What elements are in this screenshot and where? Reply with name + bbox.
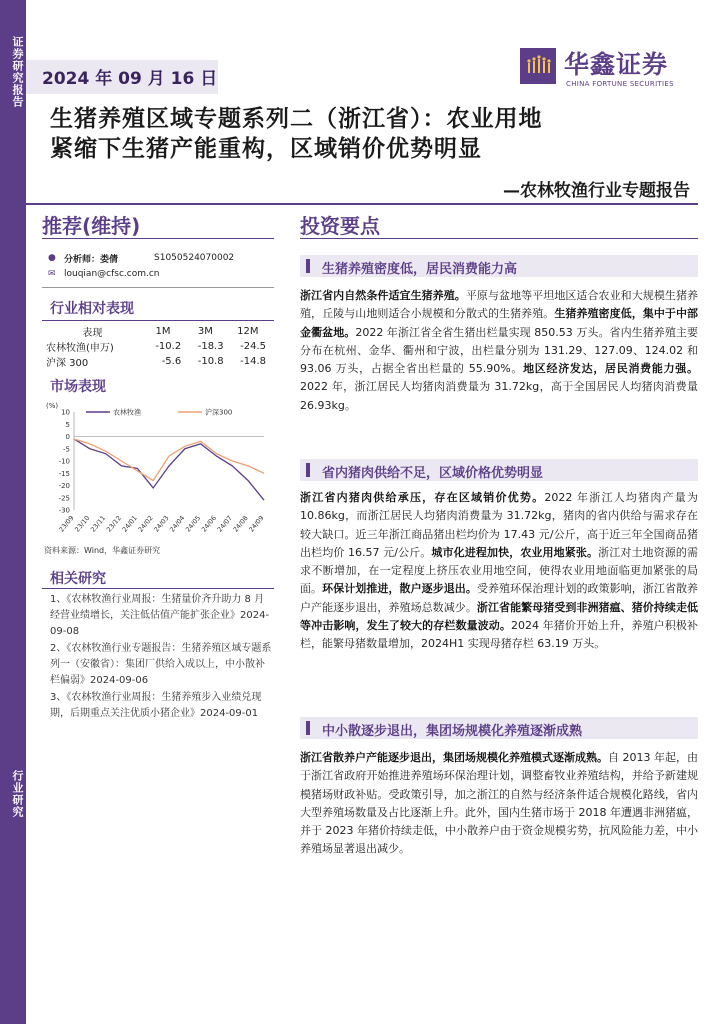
x-tick-label: 24/09 (247, 514, 266, 534)
x-tick-label: 23/12 (104, 514, 124, 534)
table-cell: -24.5 (240, 341, 266, 352)
analyst-info (42, 250, 274, 282)
section-marker (306, 463, 310, 477)
x-tick-label: 24/06 (199, 514, 219, 534)
rating-underline (42, 238, 274, 239)
y-tick-label: -20 (58, 482, 70, 490)
legend-label: 沪深300 (205, 408, 233, 417)
table-row (44, 339, 272, 354)
report-date: 2024 年 09 月 16 日 (42, 69, 218, 89)
related-item[interactable]: 3、《农林牧渔行业周报：生猪养殖步入业绩兑现期，后期重点关注优质小猪企业》2024-09-01 (50, 692, 262, 719)
col-header: 12M (237, 326, 259, 337)
sidebar-bottom-label: 行业研究 (11, 770, 24, 818)
company-logo-icon (520, 48, 556, 84)
table-cell: -10.2 (155, 341, 182, 352)
key-point: 城市化进程加快，农业用地紧张。 (431, 545, 599, 559)
user-icon: ● (48, 253, 56, 263)
analyst-name: 分析师：娄倩 (64, 254, 119, 265)
section-marker (306, 721, 310, 735)
table-cell: -18.3 (197, 341, 224, 352)
x-tick-label: 24/01 (120, 514, 139, 534)
section-marker (306, 259, 310, 273)
table-cell: -14.8 (240, 356, 266, 367)
legend-label: 农林牧渔 (113, 408, 141, 417)
y-tick-label: -10 (58, 457, 70, 466)
key-point: 生猪养殖密度低，集中于中部金衢盆地。 (300, 307, 698, 339)
header-divider (26, 203, 698, 205)
x-tick-label: 24/08 (231, 514, 250, 534)
series-line-1 (74, 439, 264, 481)
invest-underline (300, 238, 698, 239)
col-header: 表现 (82, 328, 103, 339)
section-body-3 (300, 749, 698, 859)
body-text: 2022 年，浙江居民人均猪肉消费量为 31.72kg，高于全国居民人均猪肉消费量 26.93kg。 (300, 380, 698, 412)
report-title (50, 104, 700, 164)
y-tick-label: 0 (65, 433, 70, 441)
y-tick-label: -5 (63, 445, 70, 454)
y-tick-label: -25 (58, 494, 70, 503)
performance-heading: 行业相对表现 (50, 301, 134, 317)
x-tick-label: 23/10 (73, 514, 92, 534)
y-axis-unit: (%) (46, 402, 59, 410)
section-heading-text: 中小散逐步退出，集团场规模化养殖逐渐成熟 (322, 724, 583, 739)
table-row (44, 354, 272, 369)
section-body-2 (300, 489, 698, 654)
analyst-cert: S1050524070002 (154, 253, 235, 263)
report-subtitle: —农林牧渔行业专题报告 (503, 181, 690, 201)
rating: 推荐(维持) (42, 214, 141, 238)
email-icon: ✉ (48, 269, 56, 279)
table-cell: -10.8 (197, 356, 224, 367)
related-item[interactable]: 2、《农林牧渔行业专题报告：生猪养殖区域专题系列一（安徽省）：集团厂供给入成以上，中小散补栏偏弱》2024-09-06 (50, 643, 272, 686)
x-tick-label: 23/11 (89, 514, 108, 534)
key-point: 环保计划推进，散户逐步退出。 (322, 582, 477, 596)
table-cell: -5.6 (161, 356, 182, 367)
section-body-1 (300, 287, 698, 415)
related-underline (42, 588, 274, 589)
performance-table (44, 324, 272, 369)
market-chart (42, 398, 274, 540)
chart-source: 资料来源：Wind，华鑫证券研究 (44, 546, 161, 555)
performance-underline (42, 320, 274, 321)
section-heading-2 (300, 459, 698, 481)
company-name-en: CHINA FORTUNE SECURITIES (566, 80, 674, 88)
body-text: 平原与盆地等平坦地区适合农业和大规模生猪养殖，丘陵与山地则适合小规模和分散式的生猪养殖。 (300, 289, 699, 321)
left-sidebar (0, 0, 26, 1024)
analyst-email[interactable]: louqian@cfsc.com.cn (64, 269, 160, 279)
table-header-row (44, 324, 272, 339)
company-name-cn: 华鑫证券 (564, 50, 669, 79)
body-text: 受养殖环保治理计划的政策影响，浙江省散养户产能逐步退出，养殖场总数减少。 (300, 582, 699, 614)
section-heading-1 (300, 255, 698, 277)
body-text: 2022 年浙江省全省生猪出栏量实现 850.53 万头。省内生猪养殖主要分布在杭州、金华、衢州和宁波，出栏量分别为 131.29、127.09、124.02 和 93.06 万头，占据全省出栏量的 55.90%。 (300, 325, 698, 376)
x-tick-label: 23/09 (57, 514, 76, 534)
col-header: 1M (155, 326, 171, 337)
body-text: 2022 年浙江人均猪肉产量为 10.86kg，而浙江居民人均猪肉消费量为 31.72kg，猪肉的省内供给与需求存在较大缺口。近三年浙江商品猪出栏均价为 17.43 元/公斤，高于近三年全国商品猪出栏均价 16.57 元/公斤。 (300, 491, 699, 559)
related-list (50, 592, 272, 723)
y-tick-label: -15 (58, 469, 70, 478)
x-tick-label: 24/07 (215, 514, 234, 534)
x-tick-label: 24/04 (168, 514, 187, 534)
col-header: 3M (197, 326, 213, 337)
x-tick-label: 24/05 (184, 514, 203, 534)
related-item[interactable]: 1、《农林牧渔行业周报：生猪量价齐升助力 8 月经营业绩增长，关注低估值产能扩张企业》2024-09-08 (50, 594, 270, 637)
analyst-divider (42, 287, 274, 288)
invest-heading: 投资要点 (300, 214, 380, 238)
series-line-0 (74, 439, 264, 500)
body-text: 浙江对土地资源的需求不断增加，在一定程度上挤压农业用地空间，使得农业用地面临更加紧张的局面。 (300, 545, 699, 596)
body-text: 2024 年猪价开始上升，养殖户积极补栏，能繁母猪数量增加，2024H1 实现母猪存栏 63.19 万头。 (300, 619, 698, 651)
key-point: 浙江省内自然条件适宜生猪养殖。 (300, 289, 466, 302)
table-cell: 农林牧渔(申万) (46, 343, 114, 354)
related-heading: 相关研究 (50, 571, 106, 587)
section-heading-text: 生猪养殖密度低，居民消费能力高 (322, 262, 518, 277)
market-line-chart (42, 398, 274, 540)
section-heading-3 (300, 717, 698, 739)
x-tick-label: 24/02 (136, 514, 155, 534)
sidebar-top-label: 证券研究报告 (11, 36, 24, 108)
key-point: 地区经济发达，居民消费能力强。 (523, 362, 698, 376)
key-point: 浙江省能繁母猪受到非洲猪瘟、猪价持续走低等冲击影响，发生了较大的存栏数量波动。 (300, 600, 699, 633)
y-tick-label: 5 (65, 420, 70, 429)
body-text: 自 2013 年起，由于浙江省政府开始推进养殖场环保治理计划，调整畜牧业养殖结构，并给予新建规模猪场财政补贴。受政策引导，加之浙江的自然与经济条件适合规模化路线，省内大型养殖场数量及占比逐渐上升。此外，国内生猪市场于 2018 年遭遇非洲猪瘟，并于 2023 年猪价持续走低，中小散养户由于资金规模劣势，抗风险能力差，中小养殖场显著退出减少。 (300, 751, 698, 856)
report-title-line2: 紧缩下生猪产能重构，区域销价优势明显 (50, 136, 482, 162)
report-title-line1: 生猪养殖区域专题系列二（浙江省）：农业用地 (50, 106, 543, 132)
y-tick-label: 10 (61, 408, 70, 417)
market-heading: 市场表现 (50, 379, 106, 395)
key-point: 浙江省散养户产能逐步退出，集团场规模化养殖模式逐渐成熟。 (300, 751, 608, 764)
x-tick-label: 24/03 (152, 514, 171, 534)
y-tick-label: -30 (58, 506, 70, 515)
key-point: 浙江省内猪肉供给承压，存在区域销价优势。 (300, 491, 545, 504)
table-cell: 沪深 300 (46, 358, 89, 369)
section-heading-text: 省内猪肉供给不足，区域价格优势明显 (322, 466, 544, 481)
